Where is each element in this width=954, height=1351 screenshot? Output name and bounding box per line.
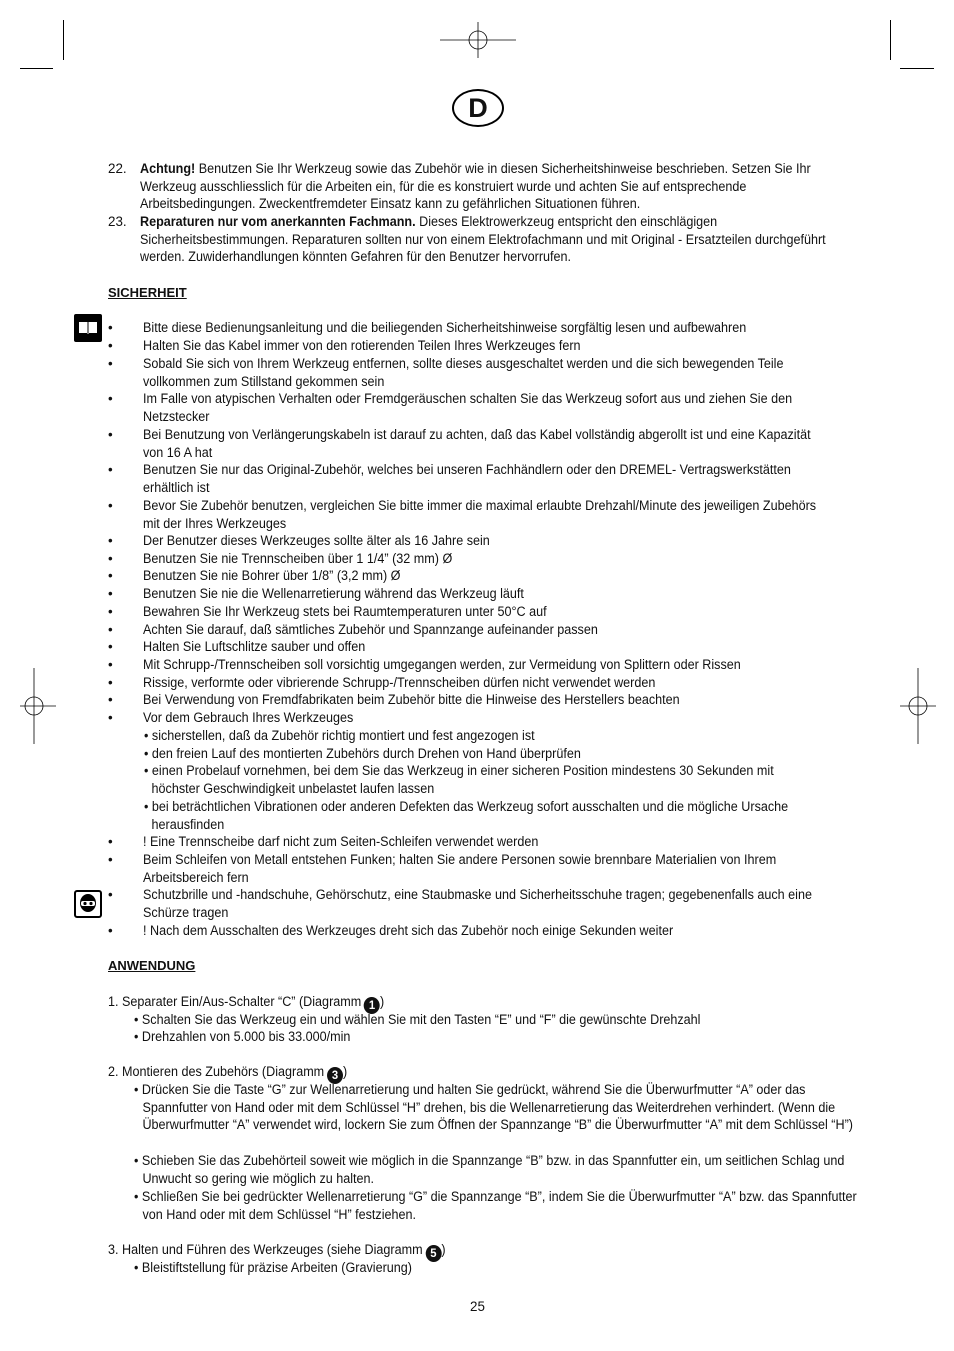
safety-item: Achten Sie darauf, daß sämtliches Zubehör und Spannzange aufeinander passen xyxy=(143,622,598,637)
usage-step-point: • Bleistiftstellung für präzise Arbeiten (Gravierung) xyxy=(134,1260,412,1275)
safety-item: Beim Schleifen von Metall entstehen Funken; halten Sie andere Personen sowie brennbare Materialien von Ihrem Arbeitsbereich fern xyxy=(143,852,777,885)
safety-item: Benutzen Sie nie Trennscheiben über 1 1/4” (32 mm) Ø xyxy=(143,551,453,566)
step-title-text: 2. Montieren des Zubehörs (Diagramm xyxy=(108,1064,325,1079)
bullet-point: • xyxy=(108,657,113,672)
safety-item: Bevor Sie Zubehör benutzen, vergleichen Sie bitte immer die maximal erlaubte Drehzahl/Minute des jeweiligen Zubehörs mit der Ihres Werkzeuges xyxy=(143,498,817,531)
usage-step-point: • Schließen Sie bei gedrückter Wellenarretierung “G” die Spannzange “B”, indem Sie die Überwurfmutter “A” bzw. das Spannfutter von Hand oder mit dem Schlüssel “H” festziehen. xyxy=(134,1189,857,1222)
bullet-point: • xyxy=(108,356,113,371)
bullet-point: • xyxy=(108,568,113,583)
language-badge-letter: D xyxy=(468,93,488,123)
safety-item: Bewahren Sie Ihr Werkzeug stets bei Raumtemperaturen unter 50°C auf xyxy=(143,604,547,619)
safety-subitem: • den freien Lauf des montierten Zubehörs durch Drehen von Hand überprüfen xyxy=(144,746,581,761)
crop-mark xyxy=(900,68,934,69)
safety-item: Schutzbrille und -handschuhe, Gehörschutz, eine Staubmaske und Sicherheitsschuhe tragen; gegebenenfalls auch eine Schürze tragen xyxy=(143,887,812,920)
bullet-point: • xyxy=(108,533,113,548)
registration-mark-right xyxy=(900,668,936,744)
safety-item: Halten Sie Luftschlitze sauber und offen xyxy=(143,639,366,654)
protective-gear-icon xyxy=(74,890,102,918)
bullet-point: • xyxy=(108,462,113,477)
bullet-point: • xyxy=(108,320,113,335)
usage-step-point: • Drehzahlen von 5.000 bis 33.000/min xyxy=(134,1029,351,1044)
safety-item: Mit Schrupp-/Trennscheiben soll vorsichtig umgegangen werden, zur Vermeidung von Splittern oder Rissen xyxy=(143,657,741,672)
bullet-point: • xyxy=(108,710,113,725)
diagram-number-badge: 1 xyxy=(364,997,380,1014)
bullet-point: • xyxy=(108,338,113,353)
safety-item: Sobald Sie sich von Ihrem Werkzeug entfernen, sollte dieses ausgeschaltet werden und die sich bewegenden Teile vollkommen zum Stillstand gekommen sein xyxy=(143,356,784,389)
bullet-point: • xyxy=(108,551,113,566)
bullet-point: • xyxy=(108,692,113,707)
language-badge xyxy=(452,89,504,127)
safety-subitem: • einen Probelauf vornehmen, bei dem Sie das Werkzeug in einer sicheren Position mindestens 30 Sekunden mit höchster Geschwindigkeit unbelastet laufen lassen xyxy=(144,763,774,796)
safety-item: Benutzen Sie nie Bohrer über 1/8” (3,2 mm) Ø xyxy=(143,568,401,583)
bullet-point: • xyxy=(108,834,113,849)
crop-mark xyxy=(890,20,891,60)
bullet-point: • xyxy=(108,391,113,406)
safety-item: Halten Sie das Kabel immer von den rotierenden Teilen Ihres Werkzeuges fern xyxy=(143,338,581,353)
bullet-point: • xyxy=(108,622,113,637)
safety-item: Der Benutzer dieses Werkzeuges sollte älter als 16 Jahre sein xyxy=(143,533,490,548)
bullet-point: • xyxy=(108,887,113,902)
registration-mark-top xyxy=(440,22,516,58)
safety-item: Vor dem Gebrauch Ihres Werkzeuges xyxy=(143,710,354,725)
usage-step-point: • Schalten Sie das Werkzeug ein und wählen Sie mit den Tasten “E” und “F” die gewünschte Drehzahl xyxy=(134,1012,701,1027)
item-bold-lead: Reparaturen nur vom anerkannten Fachmann. xyxy=(140,214,416,229)
item-number: 23. xyxy=(108,214,127,229)
step-title-text: 1. Separater Ein/Aus-Schalter “C” (Diagramm xyxy=(108,994,362,1009)
safety-subitem: • sicherstellen, daß da Zubehör richtig montiert und fest angezogen ist xyxy=(144,728,535,743)
safety-item: Bei Verwendung von Fremdfabrikaten beim Zubehör bitte die Hinweise des Herstellers beachten xyxy=(143,692,680,707)
safety-item: ! Eine Trennscheibe darf nicht zum Seiten-Schleifen verwendet werden xyxy=(143,834,539,849)
item-number: 22. xyxy=(108,161,127,176)
bullet-point: • xyxy=(108,604,113,619)
bullet-point: • xyxy=(108,427,113,442)
section-heading-anwendung: ANWENDUNG xyxy=(108,958,196,973)
safety-item: Bitte diese Bedienungsanleitung und die beiliegenden Sicherheitshinweise sorgfältig lesen und aufbewahren xyxy=(143,320,747,335)
registration-mark-left xyxy=(20,668,56,744)
numbered-item-23 xyxy=(140,213,836,266)
item-bold-lead: Achtung! xyxy=(140,161,196,176)
bullet-point: • xyxy=(108,675,113,690)
usage-step-point: • Drücken Sie die Taste “G” zur Wellenarretierung und halten Sie gedrückt, während Sie die Überwurfmutter “A” oder das Spannfutter von Hand oder mit dem Schlüssel “H” drehen, bis die Wellenarretierung das Weiterdrehen verhindert. (Wenn die Überwurfmutter “A” verwendet wird, lockern Sie zum Öffnen der Spannzange “B” die Überwurfmutter “A” mit dem Schlüssel “H”) xyxy=(134,1082,853,1133)
section-heading-sicherheit: SICHERHEIT xyxy=(108,285,187,300)
crop-mark xyxy=(20,68,53,69)
step-title-close: ) xyxy=(342,1064,348,1079)
bullet-point: • xyxy=(108,586,113,601)
diagram-number-badge: 5 xyxy=(425,1245,441,1262)
safety-item: Rissige, verformte oder vibrierende Schrupp-/Trennscheiben dürfen nicht verwendet werden xyxy=(143,675,656,690)
diagram-number-badge: 3 xyxy=(327,1067,343,1084)
item-text: Dieses Elektrowerkzeug entspricht den einschlägigen Sicherheitsbestimmungen. Reparaturen sollten nur von einem Elektrofachmann und mit Original - Ersatzteilen durchgeführt werden. Zuwiderhandlungen könnten Gefahren für den Benutzer hervorrufen. xyxy=(140,214,826,265)
bullet-point: • xyxy=(108,923,113,938)
bullet-point: • xyxy=(108,498,113,513)
safety-item: Im Falle von atypischen Verhalten oder Fremdgeräuschen schalten Sie das Werkzeug sofort aus und ziehen Sie den Netzstecker xyxy=(143,391,793,424)
step-title-close: ) xyxy=(380,994,385,1009)
page-number: 25 xyxy=(470,1299,485,1314)
step-title-text: 3. Halten und Führen des Werkzeuges (siehe Diagramm xyxy=(108,1242,423,1257)
safety-item: Benutzen Sie nie die Wellenarretierung während das Werkzeug läuft xyxy=(143,586,524,601)
bullet-point: • xyxy=(108,639,113,654)
safety-item: Bei Benutzung von Verlängerungskabeln ist darauf zu achten, daß das Kabel vollständig abgerollt ist und eine Kapazität von 16 A hat xyxy=(143,427,811,460)
safety-subitem: • bei beträchtlichen Vibrationen oder anderen Defekten das Werkzeug sofort ausschalten und die mögliche Ursache herausfinden xyxy=(144,799,789,832)
safety-item: ! Nach dem Ausschalten des Werkzeuges dreht sich das Zubehör noch einige Sekunden weiter xyxy=(143,923,674,938)
step-title-close: ) xyxy=(441,1242,446,1257)
item-text: Benutzen Sie Ihr Werkzeug sowie das Zubehör wie in diesen Sicherheitshinweise beschrieben. Setzen Sie Ihr Werkzeug ausschliesslich für die Arbeiten ein, für die es konstruiert wurde und achten Sie auf entsprechende Arbeitsbedingungen. Zweckentfremdeter Einsatz kann zu gefährlichen Situationen führen. xyxy=(140,161,811,212)
crop-mark xyxy=(63,20,64,60)
safety-item: Benutzen Sie nur das Original-Zubehör, welches bei unseren Fachhändlern oder den DREMEL- Vertragswerkstätten erhältlich ist xyxy=(143,462,791,495)
read-manual-icon xyxy=(74,314,102,342)
bullet-point: • xyxy=(108,852,113,867)
usage-step-point: • Schieben Sie das Zubehörteil soweit wie möglich in die Spannzange “B” bzw. in das Spannfutter ein, um seitlichen Schlag und Unwucht so gering wie möglich zu halten. xyxy=(134,1153,845,1186)
numbered-item-22 xyxy=(140,160,836,213)
